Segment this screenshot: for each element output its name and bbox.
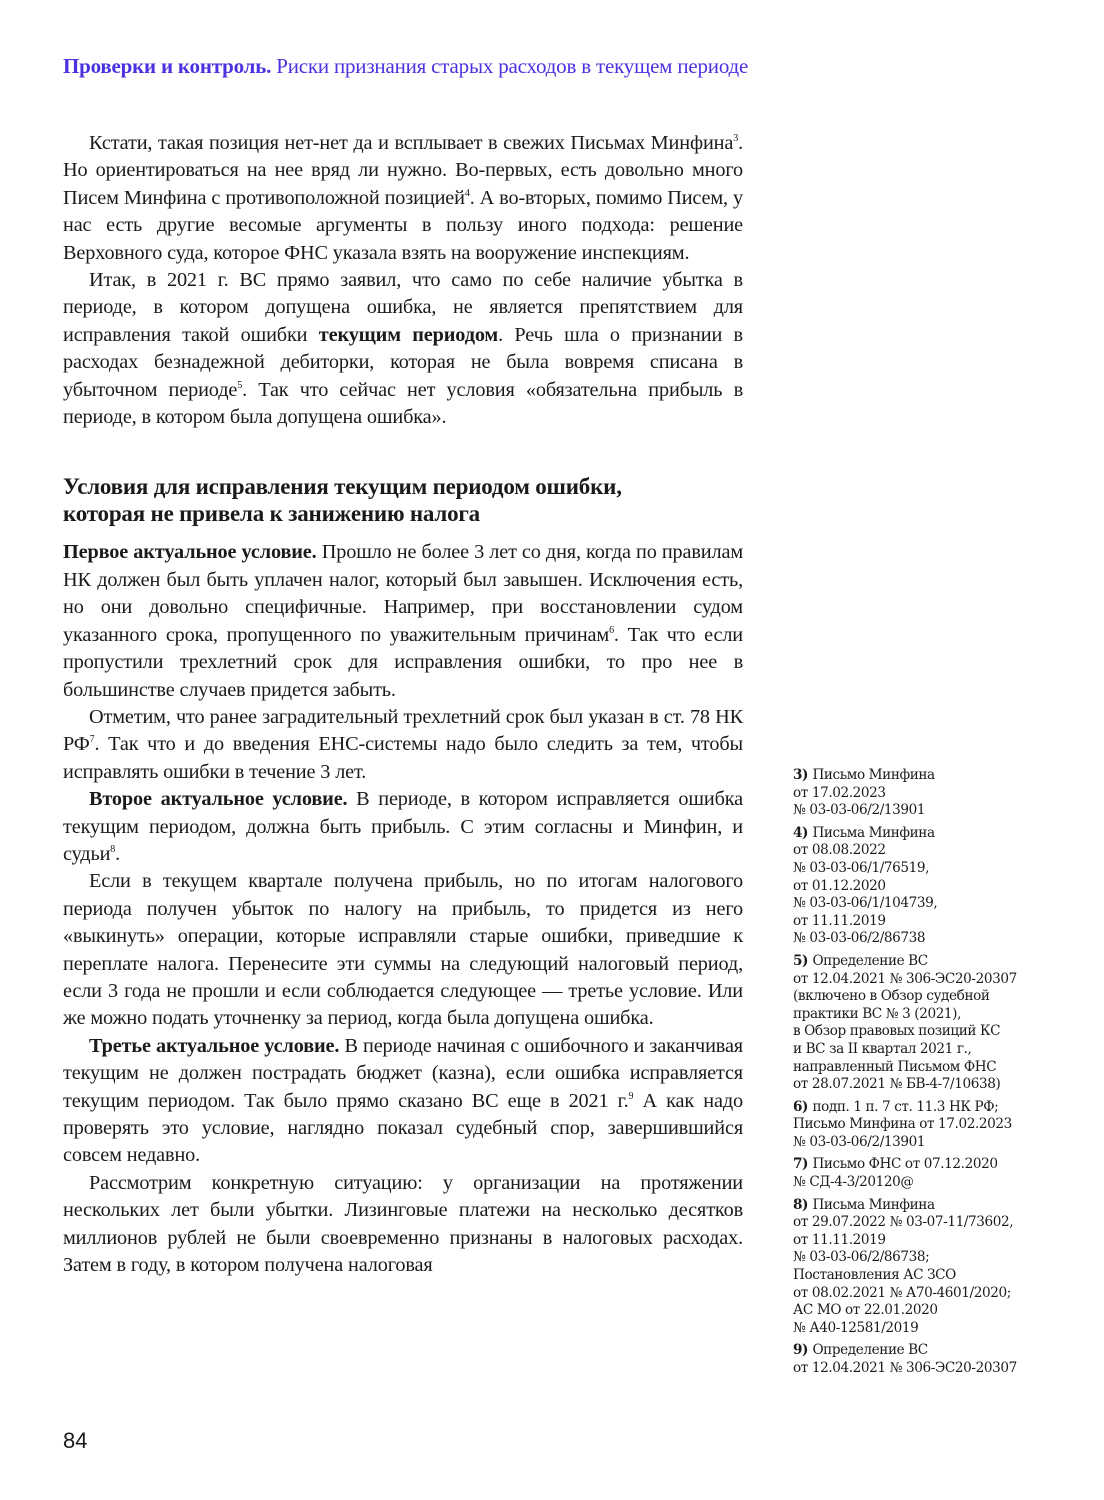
footnote-line: Постановления АС ЗСО [793, 1267, 956, 1284]
footnote-line: от 17.02.2023 [793, 784, 886, 801]
footnote-ref[interactable]: 3 [733, 133, 739, 144]
section-heading: Условия для исправления текущим периодом ошибки, которая не привела к занижению налога [63, 474, 622, 527]
footnote-line: (включено в Обзор судебной [793, 988, 990, 1005]
footnote-line: 5) Определение ВС [793, 952, 928, 969]
footnote-line: от 28.07.2021 № БВ-4-7/10638) [793, 1076, 1001, 1093]
running-head-title: Риски признания старых расходов в текущем периоде [276, 54, 749, 78]
footnote-ref[interactable]: 8 [110, 843, 116, 855]
footnote-line: от 29.07.2022 № 03-07-11/73602, [793, 1214, 1014, 1231]
footnote-line: от 11.11.2019 [793, 912, 886, 929]
footnote-ref[interactable]: 4 [464, 187, 470, 199]
footnote-ref[interactable]: 9 [628, 1090, 634, 1102]
footnote [793, 1197, 1053, 1338]
footnote-line: № 03-03-06/2/13901 [793, 1133, 926, 1150]
footnote-line: от 11.11.2019 [793, 1231, 886, 1248]
footnotes-sidebar [793, 767, 1053, 1383]
footnote-ref[interactable]: 7 [89, 734, 95, 746]
footnote-line: № СД-4-3/20120@ [793, 1174, 914, 1191]
footnote [793, 953, 1053, 1094]
footnote-line: направленный Письмом ФНС [793, 1058, 997, 1075]
condition-label: Второе актуальное условие. [89, 788, 348, 811]
footnote-number: 4) [793, 824, 813, 841]
footnote-line: № А40-12581/2019 [793, 1319, 919, 1336]
footnote-ref[interactable]: 6 [609, 624, 614, 636]
footnote-number: 7) [793, 1156, 813, 1173]
footnote-number: 5) [793, 952, 813, 969]
footnote-line: № 03-03-06/1/76519, [793, 859, 930, 876]
paragraph: Первое актуальное условие. Прошло не более 3 лет со дня, когда по правилам НК должен был быть уплачен налог, который был завышен. Исключения есть, но они довольно специфичные. Например, при восстановлении судом указанного срока, пропущенного по уважительным причинам$^6$. Так что если пропустили трехлетний срок для исправления ошибки, то про нее в большинстве случаев придется забыть. [63, 541, 744, 701]
footnote-line: 6) подп. 1 п. 7 ст. 11.3 НК РФ; [793, 1098, 999, 1115]
footnote [793, 1342, 1053, 1377]
footnote-line: практики ВС № 3 (2021), [793, 1005, 962, 1022]
footnote-number: 6) [793, 1098, 813, 1115]
footnote-ref[interactable]: 5 [237, 379, 243, 391]
footnote-line: и ВС за II квартал 2021 г., [793, 1040, 972, 1057]
footnote-line: в Обзор правовых позиций КС [793, 1023, 1001, 1040]
condition-label: Первое актуальное условие. [63, 541, 317, 564]
footnote-line: 9) Определение ВС [793, 1342, 928, 1359]
paragraph: Если в текущем квартале получена прибыль, но по итогам налогового периода получен убыток по налогу на прибыль, то придется из него «выкинуть» операции, которые исправляли старые ошибки, приведшие к переплате налога. Перенесите эти суммы на следующий налоговый период, если 3 года не прошли и если соблюдается следующее — третье условие. Или же можно подать уточненку за период, когда была допущена ошибка. [63, 870, 743, 1030]
running-head-section: Проверки и контроль. [63, 54, 272, 78]
paragraph: Отметим, что ранее заградительный трехлетний срок был указан в ст. 78 НК $РФ^7$. Так что и до введения ЕНС-системы надо было следить за тем, чтобы исправлять ошибки в течение 3 лет. [63, 705, 743, 783]
footnote-number: 9) [793, 1342, 813, 1359]
running-head [63, 54, 748, 79]
footnote-line: 4) Письма Минфина [793, 824, 935, 841]
footnote-line: 7) Письмо ФНС от 07.12.2020 [793, 1156, 998, 1173]
footnote-line: 3) Письмо Минфина [793, 767, 935, 783]
footnote [793, 1099, 1053, 1152]
condition-label: Третье актуальное условие. [89, 1034, 340, 1057]
paragraph: Итак, в 2021 г. ВС прямо заявил, что само по себе наличие убытка в периоде, в котором допущена ошибка, не является препятствием для исправления такой ошибки текущим периодом. Речь шла о признании в расходах безнадежной дебиторки, которая не была вовремя списана в убыточном периоде$^5$. Так что сейчас нет условия «обязательна прибыль в периоде, в котором была допущена ошибка». [63, 269, 744, 429]
footnote-line: от 12.04.2021 № 306-ЭС20-20307 [793, 970, 1017, 987]
footnote-line: от 08.02.2021 № А70-4601/2020; [793, 1284, 1011, 1301]
footnote-number: 3) [793, 767, 813, 783]
footnote-line: Письмо Минфина от 17.02.2023 [793, 1116, 1012, 1133]
main-column [63, 130, 743, 1279]
footnote-number: 8) [793, 1196, 813, 1213]
footnote-line: № 03-03-06/1/104739, [793, 895, 938, 912]
emphasis: текущим периодом [318, 323, 499, 346]
paragraph: Рассмотрим конкретную ситуацию: у организации на протяжении нескольких лет были убытки. Лизинговые платежи на несколько десятков миллионов рублей не были своевременно признаны в налоговых расходах. Затем в году, в котором получена налоговая [63, 1171, 743, 1277]
footnote [793, 767, 1053, 820]
paragraph: Третье актуальное условие. В периоде начиная с ошибочного и заканчивая текущим не должен пострадать бюджет (казна), если ошибка исправляется текущим периодом. Так было прямо сказано ВС еще в 2021 г.$^9$ А как надо проверять это условие, наглядно показал судебный спор, завершившийся совсем недавно. [63, 1034, 743, 1167]
footnote-line: № 03-03-06/2/13901 [793, 802, 926, 819]
footnote-line: 8) Письма Минфина [793, 1196, 935, 1213]
footnote-line: от 08.08.2022 [793, 842, 886, 859]
footnote-line: от 12.04.2021 № 306-ЭС20-20307 [793, 1360, 1017, 1376]
paragraph: Второе актуальное условие. В периоде, в котором исправляется ошибка текущим периодом, должна быть прибыль. С этим согласны и Минфин, и судьи$^8$. [63, 788, 743, 865]
footnote [793, 1156, 1053, 1191]
footnote-line: АС МО от 22.01.2020 [793, 1302, 938, 1319]
paragraph: Кстати, такая позиция нет-нет да и всплывает в свежих Письмах Минфина$^3$. Но ориентироваться на нее вряд ли нужно. Во-первых, есть довольно много Писем Минфина с противоположной позицией$^4$. А во-вторых, помимо Писем, у нас есть другие весомые аргументы в пользу иного подхода: решение Верховного суда, которое ФНС указала взять на вооружение инспекциям. [63, 132, 743, 264]
footnote-line: № 03-03-06/2/86738; [793, 1249, 930, 1266]
footnote [793, 825, 1053, 948]
page-number: 84 [63, 1428, 88, 1453]
footnote-line: от 01.12.2020 [793, 877, 886, 894]
footnote-line: № 03-03-06/2/86738 [793, 930, 926, 947]
